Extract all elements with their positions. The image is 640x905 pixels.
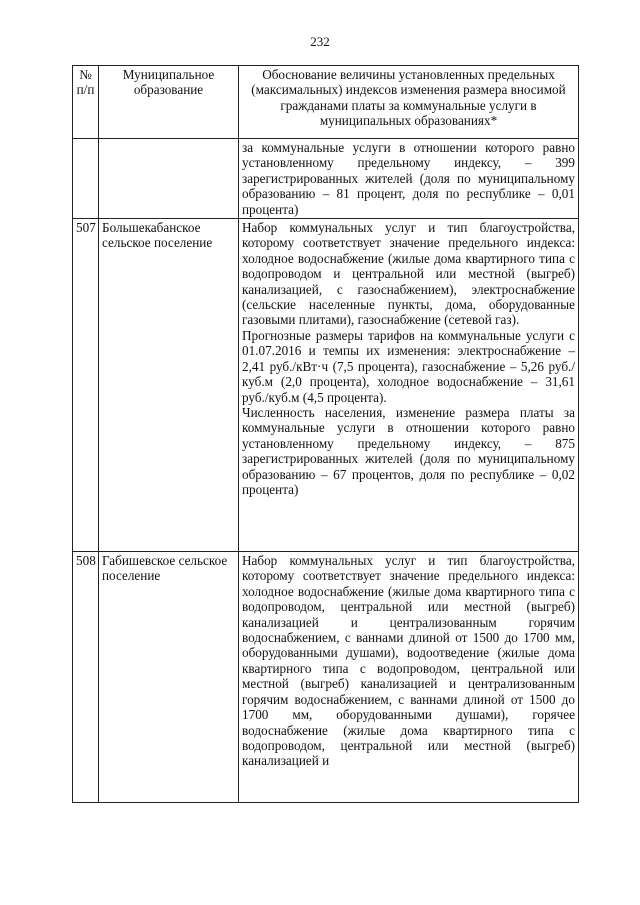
justification-paragraph: Прогнозные размеры тарифов на коммунальные услуги с 01.07.2016 и темпы их изменения: электроснабжение – 2,41 руб./кВт·ч (7,5 процента), газоснабжение – 5,26 руб./куб.м (2,0 процента), холодное водоснабжение – 31,61 руб./куб.м (4,5 процента). bbox=[242, 327, 575, 405]
page-number: 232 bbox=[310, 34, 330, 49]
row-number: 508 bbox=[73, 552, 99, 803]
row-municipality: Большекабанское сельское поселение bbox=[99, 219, 239, 552]
header-number: № п/п bbox=[76, 67, 95, 98]
row-justification-cell bbox=[239, 552, 579, 803]
table-row bbox=[73, 219, 579, 552]
header-justification-cell bbox=[239, 66, 579, 139]
header-municipality-cell bbox=[99, 66, 239, 139]
row-municipality: Габишевское сельское поселение bbox=[99, 552, 239, 803]
justification-paragraph: Численность населения, изменение размера платы за коммунальные услуги в отношении которого равно установленному предельному индексу, – 875 зарегистрированных жителей (доля по муниципальному образованию – 67 процентов, доля по республике – 0,02 процента) bbox=[242, 404, 575, 497]
justification-paragraph: Набор коммунальных услуг и тип благоустройства, которому соответствует значение предельного индекса: холодное водоснабжение (жилые дома квартирного типа с водопроводом и центральной или местной (выгреб) канализацией, с газоснабжением), электроснабжение (сельские населенные пункты, дома, оборудованные газовыми плитами), газоснабжение (сетевой газ). bbox=[242, 220, 575, 328]
row-number: 507 bbox=[73, 219, 99, 552]
row-justification-cell bbox=[239, 219, 579, 552]
row-justification-cell bbox=[239, 139, 579, 219]
table-header-row bbox=[73, 66, 579, 139]
table-row-continuation bbox=[73, 139, 579, 219]
continuation-paragraph: за коммунальные услуги в отношении которого равно установленному предельному индексу, – 399 зарегистрированных жителей (доля по муниципальному образованию – 81 процент, доля по республике – 0,01 процента) bbox=[242, 140, 575, 217]
row-number-cell bbox=[73, 139, 99, 219]
header-number-cell bbox=[73, 66, 99, 139]
table-row bbox=[73, 552, 579, 803]
header-municipality: Муниципальное образование bbox=[122, 67, 215, 98]
justification-paragraph: Набор коммунальных услуг и тип благоустройства, которому соответствует значение предельного индекса: холодное водоснабжение (жилые дома квартирного типа с водопроводом, центральной или местной (выгреб) канализацией и централизованным горячим водоснабжением, с ваннами длиной от 1500 до 1700 мм, оборудованными душами), водоотведение (жилые дома квартирного типа с водопроводом, центральной или местной (выгреб) канализацией и централизованным горячим водоснабжением, с ваннами длиной от 1500 до 1700 мм, оборудованными душами), горячее водоснабжение (жилые дома квартирного типа с водопроводом, центральной или местной (выгреб) канализацией и bbox=[242, 553, 575, 769]
header-justification: Обоснование величины установленных предельных (максимальных) индексов изменения размера вносимой гражданами платы за коммунальные услуги в муниципальных образованиях* bbox=[251, 67, 566, 129]
tariff-justification-table bbox=[72, 65, 579, 803]
row-municipality-cell bbox=[99, 139, 239, 219]
